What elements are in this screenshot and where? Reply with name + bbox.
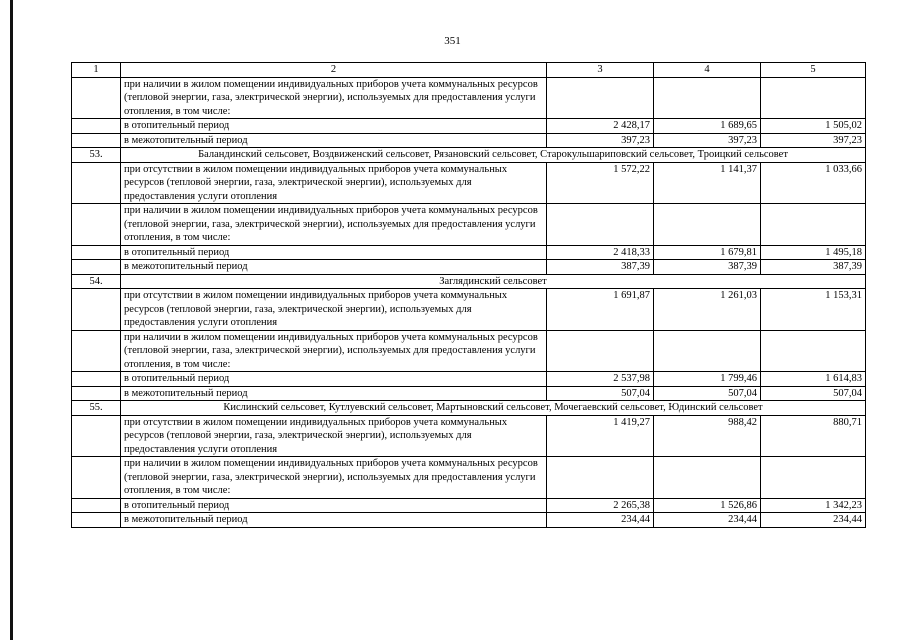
description-cell: в отопительный период: [121, 372, 547, 387]
description-cell: в межотопительный период: [121, 513, 547, 528]
description-cell: при наличии в жилом помещении индивидуальных приборов учета коммунальных ресурсов (тепловой энергии, газа, электрической энергии), используемых для предоставления услуги отопления, в том числе:: [121, 77, 547, 119]
value-cell-col3: [547, 204, 654, 246]
scan-edge-line: [10, 0, 13, 640]
value-cell-col3: [547, 330, 654, 372]
value-cell-col4: [654, 330, 761, 372]
period-row: [72, 386, 866, 401]
row-number-cell: [72, 77, 121, 119]
tariff-table: [71, 62, 866, 528]
group-title-cell: Баландинский сельсовет, Воздвиженский сельсовет, Рязановский сельсовет, Старокульшариповский сельсовет, Троицкий сельсовет: [121, 148, 866, 163]
value-cell-col3: [547, 457, 654, 499]
group-row: [72, 274, 866, 289]
row-number-cell: [72, 513, 121, 528]
value-cell-col3: 2 428,17: [547, 119, 654, 134]
description-cell: при отсутствии в жилом помещении индивидуальных приборов учета коммунальных ресурсов (тепловой энергии, газа, электрической энергии), используемых для предоставления услуги отопления: [121, 289, 547, 331]
table-header-row: [72, 63, 866, 78]
value-cell-col3: 507,04: [547, 386, 654, 401]
value-cell-col4: [654, 77, 761, 119]
value-cell-col5: 1 614,83: [761, 372, 866, 387]
value-cell-col5: 1 153,31: [761, 289, 866, 331]
condition-row: [72, 162, 866, 204]
value-cell-col4: 234,44: [654, 513, 761, 528]
value-cell-col4: 988,42: [654, 415, 761, 457]
row-number-cell: 54.: [72, 274, 121, 289]
value-cell-col5: 1 342,23: [761, 498, 866, 513]
period-row: [72, 260, 866, 275]
period-row: [72, 245, 866, 260]
description-cell: в отопительный период: [121, 119, 547, 134]
value-cell-col5: 507,04: [761, 386, 866, 401]
description-cell: при наличии в жилом помещении индивидуальных приборов учета коммунальных ресурсов (тепловой энергии, газа, электрической энергии), используемых для предоставления услуги отопления, в том числе:: [121, 330, 547, 372]
period-row: [72, 498, 866, 513]
value-cell-col4: 507,04: [654, 386, 761, 401]
value-cell-col4: 1 679,81: [654, 245, 761, 260]
row-number-cell: [72, 245, 121, 260]
value-cell-col5: 1 033,66: [761, 162, 866, 204]
value-cell-col4: 1 141,37: [654, 162, 761, 204]
description-cell: при наличии в жилом помещении индивидуальных приборов учета коммунальных ресурсов (тепловой энергии, газа, электрической энергии), используемых для предоставления услуги отопления, в том числе:: [121, 204, 547, 246]
value-cell-col3: 234,44: [547, 513, 654, 528]
page-number: 351: [444, 35, 461, 47]
row-number-cell: [72, 204, 121, 246]
value-cell-col4: [654, 204, 761, 246]
description-cell: в отопительный период: [121, 245, 547, 260]
period-row: [72, 513, 866, 528]
condition-row: [72, 204, 866, 246]
value-cell-col4: 1 526,86: [654, 498, 761, 513]
row-number-cell: [72, 372, 121, 387]
value-cell-col5: 234,44: [761, 513, 866, 528]
row-number-cell: [72, 162, 121, 204]
value-cell-col4: 387,39: [654, 260, 761, 275]
value-cell-col3: 2 265,38: [547, 498, 654, 513]
value-cell-col3: 397,23: [547, 133, 654, 148]
description-cell: в межотопительный период: [121, 386, 547, 401]
row-number-cell: [72, 289, 121, 331]
value-cell-col5: [761, 204, 866, 246]
tariff-table-body: [72, 63, 866, 528]
value-cell-col3: 2 418,33: [547, 245, 654, 260]
row-number-cell: 55.: [72, 401, 121, 416]
value-cell-col5: 1 495,18: [761, 245, 866, 260]
row-number-cell: [72, 386, 121, 401]
value-cell-col3: 1 572,22: [547, 162, 654, 204]
row-number-cell: [72, 457, 121, 499]
description-cell: при отсутствии в жилом помещении индивидуальных приборов учета коммунальных ресурсов (тепловой энергии, газа, электрической энергии), используемых для предоставления услуги отопления: [121, 415, 547, 457]
row-number-cell: 53.: [72, 148, 121, 163]
header-cell-col1: 1: [72, 63, 121, 78]
value-cell-col4: [654, 457, 761, 499]
period-row: [72, 133, 866, 148]
value-cell-col5: [761, 330, 866, 372]
value-cell-col3: [547, 77, 654, 119]
header-cell-col2: 2: [121, 63, 547, 78]
period-row: [72, 119, 866, 134]
row-number-cell: [72, 260, 121, 275]
condition-row: [72, 330, 866, 372]
value-cell-col5: 880,71: [761, 415, 866, 457]
value-cell-col5: [761, 77, 866, 119]
group-title-cell: Кислинский сельсовет, Кутлуевский сельсовет, Мартыновский сельсовет, Мочегаевский сельсовет, Юдинский сельсовет: [121, 401, 866, 416]
row-number-cell: [72, 498, 121, 513]
condition-row: [72, 289, 866, 331]
value-cell-col3: 387,39: [547, 260, 654, 275]
header-cell-col4: 4: [654, 63, 761, 78]
condition-row: [72, 457, 866, 499]
row-number-cell: [72, 330, 121, 372]
value-cell-col4: 1 689,65: [654, 119, 761, 134]
value-cell-col5: 397,23: [761, 133, 866, 148]
header-cell-col3: 3: [547, 63, 654, 78]
header-cell-col5: 5: [761, 63, 866, 78]
group-title-cell: Заглядинский сельсовет: [121, 274, 866, 289]
value-cell-col4: 397,23: [654, 133, 761, 148]
value-cell-col5: [761, 457, 866, 499]
value-cell-col4: 1 799,46: [654, 372, 761, 387]
description-cell: при отсутствии в жилом помещении индивидуальных приборов учета коммунальных ресурсов (тепловой энергии, газа, электрической энергии), используемых для предоставления услуги отопления: [121, 162, 547, 204]
row-number-cell: [72, 415, 121, 457]
group-row: [72, 401, 866, 416]
condition-row: [72, 77, 866, 119]
period-row: [72, 372, 866, 387]
description-cell: в межотопительный период: [121, 260, 547, 275]
condition-row: [72, 415, 866, 457]
value-cell-col3: 1 419,27: [547, 415, 654, 457]
value-cell-col3: 2 537,98: [547, 372, 654, 387]
group-row: [72, 148, 866, 163]
description-cell: в межотопительный период: [121, 133, 547, 148]
description-cell: в отопительный период: [121, 498, 547, 513]
value-cell-col5: 1 505,02: [761, 119, 866, 134]
value-cell-col5: 387,39: [761, 260, 866, 275]
description-cell: при наличии в жилом помещении индивидуальных приборов учета коммунальных ресурсов (тепловой энергии, газа, электрической энергии), используемых для предоставления услуги отопления, в том числе:: [121, 457, 547, 499]
value-cell-col3: 1 691,87: [547, 289, 654, 331]
value-cell-col4: 1 261,03: [654, 289, 761, 331]
row-number-cell: [72, 119, 121, 134]
row-number-cell: [72, 133, 121, 148]
